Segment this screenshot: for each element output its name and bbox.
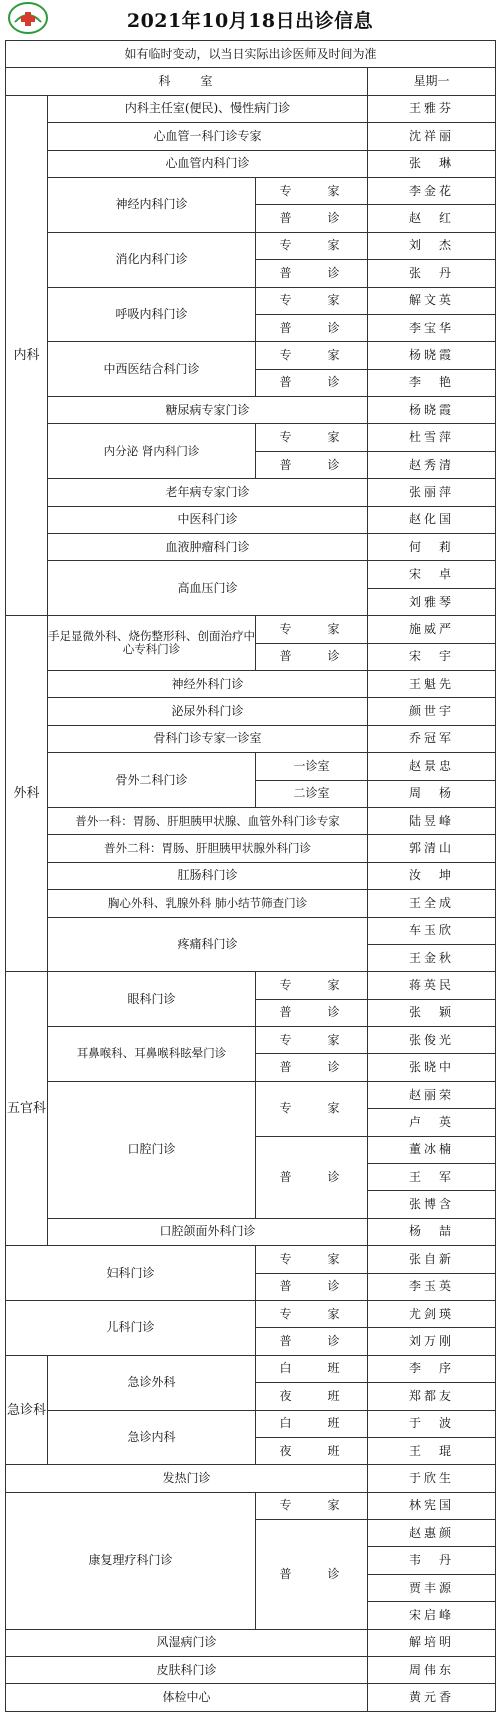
table-cell: 专 家	[256, 1027, 368, 1054]
table-cell: 尤剑瑛	[368, 1300, 496, 1327]
table-cell: 胸心外科、乳腺外科 肺小结节筛查门诊	[48, 890, 368, 917]
table-cell: 赵丽荣	[368, 1081, 496, 1108]
table-cell: 施威严	[368, 616, 496, 643]
table-cell: 沈祥丽	[368, 123, 496, 150]
table-row	[6, 95, 496, 122]
table-cell: 高血压门诊	[48, 561, 368, 616]
table-cell: 刘 杰	[368, 232, 496, 259]
table-cell: 张自新	[368, 1246, 496, 1273]
table-cell: 老年病专家门诊	[48, 479, 368, 506]
table-cell: 董冰楠	[368, 1136, 496, 1163]
table-cell: 普 诊	[256, 260, 368, 287]
table-cell: 白 班	[256, 1410, 368, 1437]
table-cell: 一诊室	[256, 753, 368, 780]
table-cell: 黄元香	[368, 1684, 496, 1712]
table-cell: 普外二科：胃肠、肝胆胰甲状腺外科门诊	[48, 835, 368, 862]
table-cell: 夜 班	[256, 1383, 368, 1410]
table-row	[6, 1629, 496, 1656]
table-cell: 泌尿外科门诊	[48, 698, 368, 725]
table-row	[6, 1684, 496, 1712]
table-row	[6, 1355, 496, 1382]
table-cell: 普 诊	[256, 451, 368, 478]
table-cell: 专 家	[256, 616, 368, 643]
table-cell: 发热门诊	[6, 1465, 368, 1492]
table-cell: 张俊光	[368, 1027, 496, 1054]
table-cell: 林宪国	[368, 1492, 496, 1519]
table-cell: 赵景忠	[368, 753, 496, 780]
table-cell: 神经内科门诊	[48, 177, 256, 232]
table-cell: 杨晓霞	[368, 342, 496, 369]
column-header-day: 星期一	[368, 68, 496, 95]
table-row	[6, 424, 496, 451]
table-cell: 李玉英	[368, 1273, 496, 1300]
table-cell: 心血管一科门诊专家	[48, 123, 368, 150]
table-cell: 于 波	[368, 1410, 496, 1437]
table-row	[6, 506, 496, 533]
table-cell: 乔冠军	[368, 725, 496, 752]
table-row	[6, 862, 496, 889]
table-cell: 王雅芬	[368, 95, 496, 122]
table-cell: 专 家	[256, 287, 368, 314]
table-cell: 普 诊	[256, 314, 368, 341]
table-cell: 陆昱峰	[368, 807, 496, 834]
table-cell: 张 琳	[368, 150, 496, 177]
table-row	[6, 698, 496, 725]
table-cell: 普 诊	[256, 1520, 368, 1630]
table-cell: 李 艳	[368, 369, 496, 396]
table-cell: 车玉欣	[368, 917, 496, 944]
table-cell: 李宝华	[368, 314, 496, 341]
table-cell: 口腔颌面外科门诊	[48, 1218, 368, 1245]
table-cell: 何 莉	[368, 534, 496, 561]
table-cell: 张 颖	[368, 999, 496, 1026]
table-cell: 普 诊	[256, 643, 368, 670]
table-cell: 消化内科门诊	[48, 232, 256, 287]
table-cell: 普外一科：胃肠、肝胆胰甲状腺、血管外科门诊专家	[48, 807, 368, 834]
table-cell: 张丽萍	[368, 479, 496, 506]
table-cell: 普 诊	[256, 1273, 368, 1300]
table-cell: 心血管内科门诊	[48, 150, 368, 177]
table-cell: 中西医结合科门诊	[48, 342, 256, 397]
table-cell: 专 家	[256, 232, 368, 259]
table-cell: 李金花	[368, 177, 496, 204]
table-row	[6, 561, 496, 588]
table-cell: 专 家	[256, 1081, 368, 1136]
table-cell: 内分泌 肾内科门诊	[48, 424, 256, 479]
table-cell: 妇科门诊	[6, 1246, 256, 1301]
table-row	[6, 1492, 496, 1519]
table-cell: 外科	[6, 616, 48, 972]
table-cell: 急诊外科	[48, 1355, 256, 1410]
table-cell: 普 诊	[256, 1328, 368, 1355]
table-cell: 儿科门诊	[6, 1300, 256, 1355]
table-cell: 糖尿病专家门诊	[48, 397, 368, 424]
header-row	[6, 68, 496, 95]
table-row	[6, 1218, 496, 1245]
table-cell: 骨外二科门诊	[48, 753, 256, 808]
table-cell: 于欣生	[368, 1465, 496, 1492]
table-cell: 杜雪萍	[368, 424, 496, 451]
column-header-dept: 科 室	[6, 68, 368, 95]
table-cell: 赵秀清	[368, 451, 496, 478]
table-row	[6, 287, 496, 314]
table-row	[6, 890, 496, 917]
table-cell: 口腔门诊	[48, 1081, 256, 1218]
table-row	[6, 725, 496, 752]
table-cell: 刘万刚	[368, 1328, 496, 1355]
table-cell: 专 家	[256, 177, 368, 204]
table-cell: 体检中心	[6, 1684, 368, 1712]
table-cell: 神经外科门诊	[48, 670, 368, 697]
table-cell: 解文英	[368, 287, 496, 314]
table-cell: 急诊科	[6, 1355, 48, 1465]
table-row	[6, 835, 496, 862]
table-row	[6, 972, 496, 999]
table-cell: 呼吸内科门诊	[48, 287, 256, 342]
table-row	[6, 917, 496, 944]
table-cell: 普 诊	[256, 205, 368, 232]
table-cell: 耳鼻喉科、耳鼻喉科眩晕门诊	[48, 1027, 256, 1082]
table-cell: 张 丹	[368, 260, 496, 287]
table-cell: 周 杨	[368, 780, 496, 807]
table-cell: 刘雅琴	[368, 588, 496, 615]
table-row	[6, 534, 496, 561]
table-cell: 内科主任室(便民)、慢性病门诊	[48, 95, 368, 122]
table-cell: 手足显微外科、烧伤整形科、创面治疗中心专科门诊	[48, 616, 256, 671]
table-cell: 周伟东	[368, 1657, 496, 1684]
table-cell: 白 班	[256, 1355, 368, 1382]
table-cell: 颜世宇	[368, 698, 496, 725]
table-cell: 宋启峰	[368, 1602, 496, 1629]
table-cell: 韦 丹	[368, 1547, 496, 1574]
table-cell: 王魁先	[368, 670, 496, 697]
table-cell: 杨 喆	[368, 1218, 496, 1245]
table-cell: 眼科门诊	[48, 972, 256, 1027]
table-cell: 赵 红	[368, 205, 496, 232]
table-cell: 普 诊	[256, 1136, 368, 1218]
table-cell: 蒋英民	[368, 972, 496, 999]
table-row	[6, 1410, 496, 1437]
table-cell: 普 诊	[256, 369, 368, 396]
table-cell: 汝 坤	[368, 862, 496, 889]
table-cell: 普 诊	[256, 1054, 368, 1081]
table-row	[6, 123, 496, 150]
table-cell: 专 家	[256, 1246, 368, 1273]
table-cell: 王全成	[368, 890, 496, 917]
table-cell: 五官科	[6, 972, 48, 1246]
table-cell: 王金秋	[368, 944, 496, 971]
table-cell: 内科	[6, 95, 48, 615]
table-row	[6, 1027, 496, 1054]
notice-text: 如有临时变动，以当日实际出诊医师及时间为准	[6, 41, 496, 68]
table-cell: 专 家	[256, 972, 368, 999]
table-cell: 李 序	[368, 1355, 496, 1382]
schedule-table	[5, 40, 496, 1712]
table-cell: 张晓中	[368, 1054, 496, 1081]
table-cell: 骨科门诊专家一诊室	[48, 725, 368, 752]
table-cell: 专 家	[256, 424, 368, 451]
table-cell: 杨晓霞	[368, 397, 496, 424]
table-row	[6, 342, 496, 369]
table-cell: 郑都友	[368, 1383, 496, 1410]
table-row	[6, 177, 496, 204]
table-row	[6, 1657, 496, 1684]
table-row	[6, 1081, 496, 1108]
table-row	[6, 150, 496, 177]
table-row	[6, 1246, 496, 1273]
table-cell: 疼痛科门诊	[48, 917, 368, 972]
table-row	[6, 670, 496, 697]
table-row	[6, 616, 496, 643]
table-cell: 中医科门诊	[48, 506, 368, 533]
table-row	[6, 232, 496, 259]
table-cell: 宋 宇	[368, 643, 496, 670]
table-row	[6, 1465, 496, 1492]
table-cell: 赵化国	[368, 506, 496, 533]
table-row	[6, 397, 496, 424]
notice-row	[6, 41, 496, 68]
table-cell: 肛肠科门诊	[48, 862, 368, 889]
table-row	[6, 807, 496, 834]
table-cell: 贾丰源	[368, 1574, 496, 1601]
table-cell: 血液肿瘤科门诊	[48, 534, 368, 561]
page-title: 2021年10月18日出诊信息	[126, 10, 374, 32]
table-cell: 专 家	[256, 1300, 368, 1327]
table-cell: 康复理疗科门诊	[6, 1492, 256, 1629]
table-cell: 王 琨	[368, 1437, 496, 1464]
table-row	[6, 479, 496, 506]
table-cell: 专 家	[256, 342, 368, 369]
table-cell: 风湿病门诊	[6, 1629, 368, 1656]
table-cell: 卢 英	[368, 1109, 496, 1136]
table-cell: 夜 班	[256, 1437, 368, 1464]
page-header	[0, 0, 500, 40]
table-cell: 普 诊	[256, 999, 368, 1026]
table-row	[6, 753, 496, 780]
table-cell: 宋 卓	[368, 561, 496, 588]
table-cell: 张博含	[368, 1191, 496, 1218]
table-cell: 专 家	[256, 1492, 368, 1519]
table-cell: 二诊室	[256, 780, 368, 807]
table-cell: 郭清山	[368, 835, 496, 862]
table-cell: 解培明	[368, 1629, 496, 1656]
table-cell: 赵惠颜	[368, 1520, 496, 1547]
table-cell: 王 军	[368, 1164, 496, 1191]
table-cell: 急诊内科	[48, 1410, 256, 1465]
table-cell: 皮肤科门诊	[6, 1657, 368, 1684]
table-row	[6, 1300, 496, 1327]
